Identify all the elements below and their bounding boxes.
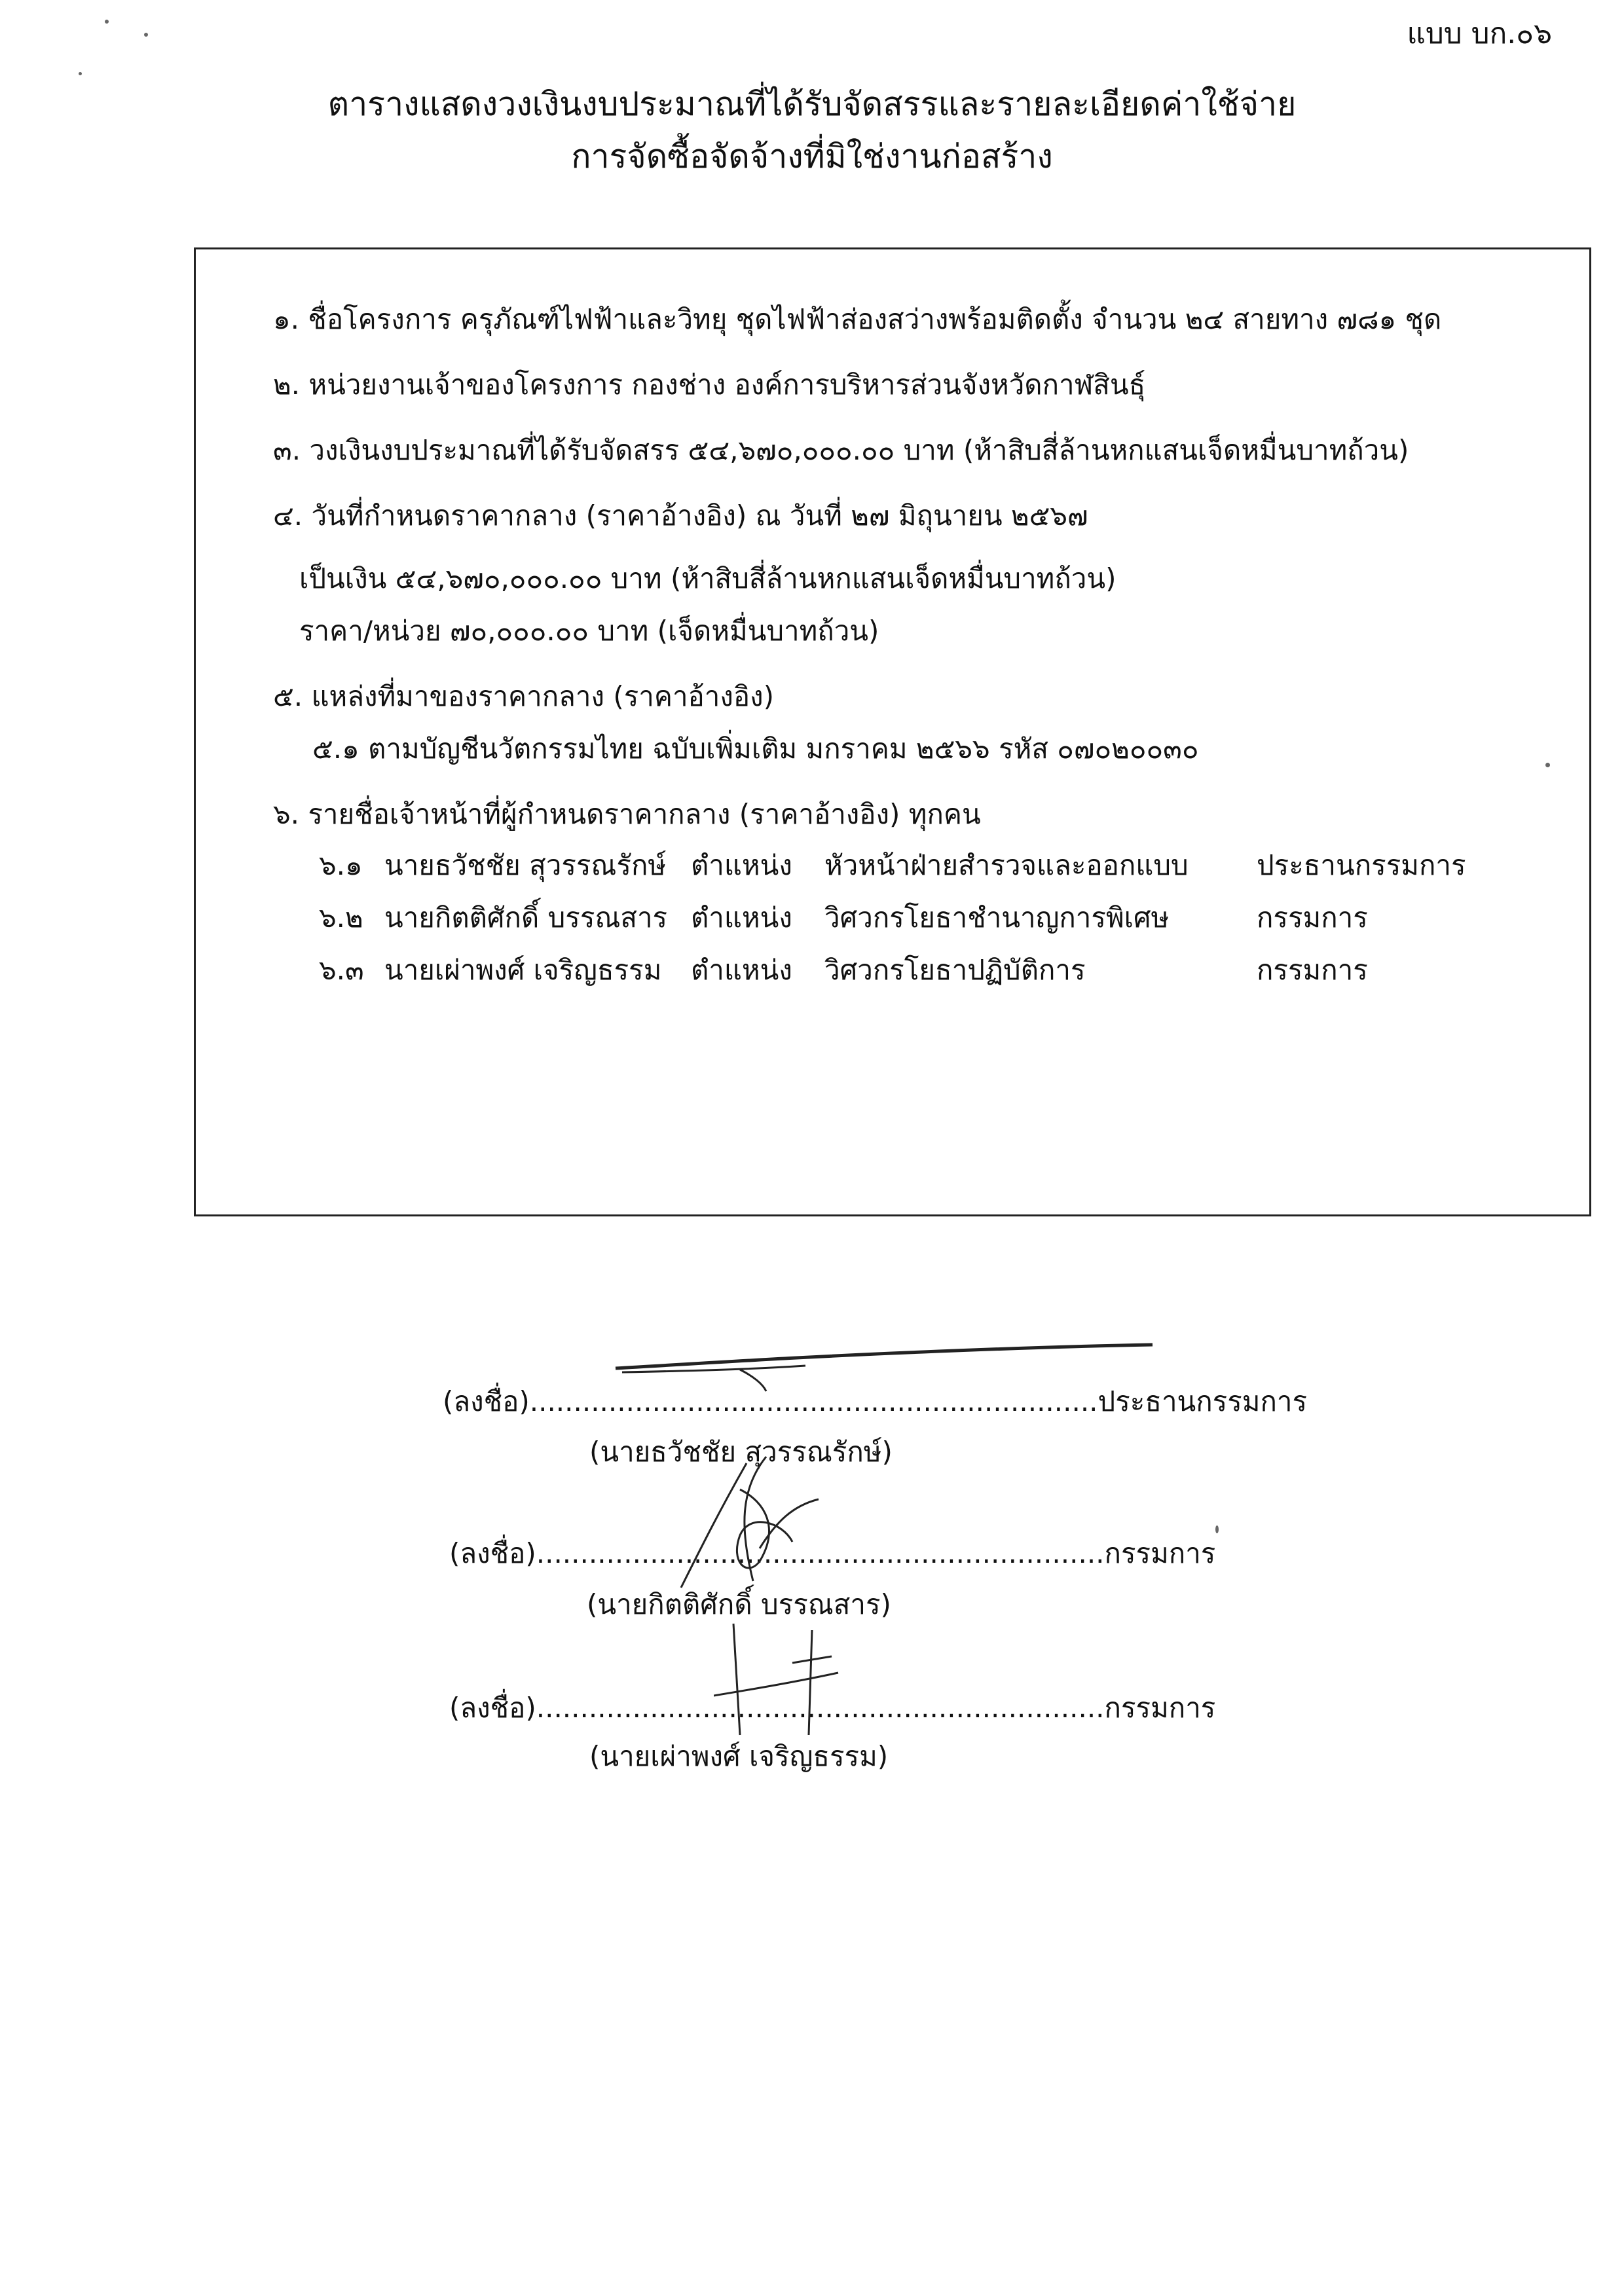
committee-position: วิศวกรโยธาชำนาญการพิเศษ [824,902,1170,934]
committee-no: ๖.๒ [319,902,363,934]
committee-no: ๖.๑ [319,849,363,881]
signatory-name-member-2: (นายเผ่าพงศ์ เจริญธรรม) [589,1740,889,1772]
item-price-source: ๕. แหล่งที่มาของราคากลาง (ราคาอ้างอิง) [273,680,774,712]
document-subtitle: การจัดซื้อจัดจ้างที่มิใช่งานก่อสร้าง [571,137,1053,175]
item-unit-price: ราคา/หน่วย ๗๐,๐๐๐.๐๐ บาท (เจ็ดหมื่นบาทถ้วน) [299,615,879,647]
item-committee-heading: ๖. รายชื่อเจ้าหน้าที่ผู้กำหนดราคากลาง (ราคาอ้างอิง) ทุกคน [273,798,981,830]
committee-position-label: ตำแหน่ง [691,902,792,934]
committee-name: นายเผ่าพงศ์ เจริญธรรม [384,954,662,986]
committee-position: วิศวกรโยธาปฏิบัติการ [824,954,1086,986]
item-owner-agency: ๒. หน่วยงานเจ้าของโครงการ กองช่าง องค์การบริหารส่วนจังหวัดกาฬสินธุ์ [273,369,1146,401]
signatory-name-chairman: (นายธวัชชัย สุวรรณรักษ์) [589,1436,893,1468]
committee-position-label: ตำแหน่ง [691,954,792,986]
item-reference-date: ๔. วันที่กำหนดราคากลาง (ราคาอ้างอิง) ณ วันที่ ๒๗ มิถุนายน ๒๕๖๗ [273,500,1088,532]
item-budget: ๓. วงเงินงบประมาณที่ได้รับจัดสรร ๕๔,๖๗๐,๐๐๐.๐๐ บาท (ห้าสิบสี่ล้านหกแสนเจ็ดหมื่นบาทถ้วน) [273,434,1409,466]
item-reference-amount: เป็นเงิน ๕๔,๖๗๐,๐๐๐.๐๐ บาท (ห้าสิบสี่ล้านหกแสนเจ็ดหมื่นบาทถ้วน) [299,562,1116,594]
signature-line-member-2: (ลงชื่อ).................................................................กรรมการ [449,1692,1216,1724]
scan-speck [105,20,109,24]
committee-role: กรรมการ [1257,902,1368,934]
details-box [194,247,1591,1216]
committee-name: นายธวัชชัย สุวรรณรักษ์ [384,849,667,881]
signatory-name-member-1: (นายกิตติศักดิ์ บรรณสาร) [587,1588,891,1620]
scan-speck [79,72,82,75]
signature-chairman-stroke [609,1316,1159,1394]
item-project-name: ๑. ชื่อโครงการ ครุภัณฑ์ไฟฟ้าและวิทยุ ชุดไฟฟ้าส่องสว่างพร้อมติดตั้ง จำนวน ๒๔ สายทาง ๗๘๑ ชุด [273,303,1442,335]
signature-line-member-1: (ลงชื่อ).................................................................กรรมการ [449,1537,1216,1569]
committee-name: นายกิตติศักดิ์ บรรณสาร [384,902,668,934]
scan-speck [1215,1525,1219,1533]
committee-position-label: ตำแหน่ง [691,849,792,881]
committee-role: กรรมการ [1257,954,1368,986]
signature-member-2-stroke [714,1617,845,1741]
committee-role: ประธานกรรมการ [1257,849,1466,881]
signature-line-chairman: (ลงชื่อ).................................................................ประธานกรรมการ [443,1385,1308,1417]
form-code: แบบ บก.๐๖ [1407,17,1552,50]
scan-speck [144,33,148,37]
item-price-source-detail: ๕.๑ ตามบัญชีนวัตกรรมไทย ฉบับเพิ่มเติม มกราคม ๒๕๖๖ รหัส ๐๗๐๒๐๐๓๐ [312,733,1199,765]
scan-speck [1545,763,1550,767]
committee-no: ๖.๓ [319,954,364,986]
signature-member-1-stroke [668,1450,838,1601]
document-title: ตารางแสดงวงเงินงบประมาณที่ได้รับจัดสรรและรายละเอียดค่าใช้จ่าย [327,85,1297,123]
committee-position: หัวหน้าฝ่ายสำรวจและออกแบบ [824,849,1189,881]
